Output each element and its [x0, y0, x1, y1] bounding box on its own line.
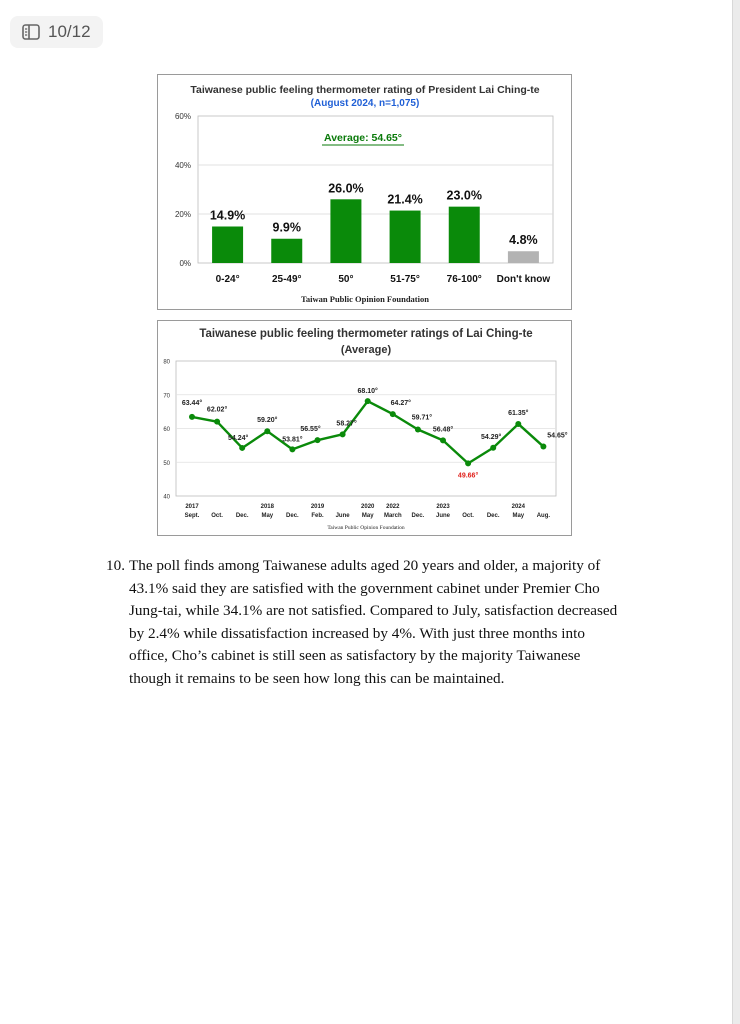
data-value-label: 68.10°: [357, 388, 378, 396]
data-value-label: 63.44°: [181, 399, 203, 407]
x-month-label: Dec.: [286, 513, 299, 519]
x-category-label: Don't know: [496, 274, 551, 285]
data-point: [465, 460, 471, 466]
bar: [508, 251, 539, 263]
x-category-label: 0-24°: [215, 274, 240, 285]
bar: [449, 207, 480, 263]
data-point: [440, 437, 446, 443]
data-point: [365, 398, 371, 404]
y-tick-label: 50: [163, 460, 170, 467]
bar-chart-frame: [157, 74, 572, 310]
data-value-label: 53.81°: [282, 436, 303, 444]
data-value-label: 54.29°: [481, 433, 502, 441]
data-point: [340, 431, 346, 437]
bar: [390, 211, 421, 263]
bar-value-label: 4.8%: [509, 233, 538, 248]
data-value-label: 49.66°: [457, 472, 479, 480]
line-chart-source: Taiwan Public Opinion Foundation: [327, 525, 405, 531]
page-indicator-text: 10/12: [48, 22, 91, 41]
sidebar-toggle-icon[interactable]: [22, 24, 40, 40]
x-month-label: June: [435, 513, 451, 519]
line-chart-frame: [157, 320, 572, 536]
line-chart: [158, 321, 573, 537]
y-tick-label: 60: [163, 427, 170, 433]
data-point: [515, 421, 521, 427]
line-chart-title: Taiwanese public feeling thermometer ratings of Lai Ching-te: [199, 328, 533, 340]
x-month-label: Aug.: [536, 513, 551, 519]
data-point: [415, 426, 421, 432]
y-tick-label: 40: [163, 494, 170, 501]
x-month-label: Dec.: [411, 513, 425, 519]
x-year-label: 2023: [436, 504, 450, 510]
x-year-label: 2020: [361, 504, 375, 510]
data-point: [189, 414, 195, 420]
paragraph-10: [106, 555, 626, 691]
viewer-scrollbar-edge[interactable]: [732, 0, 740, 1024]
x-month-label: Oct.: [462, 513, 474, 519]
x-month-label: Sept.: [184, 513, 200, 519]
data-point: [264, 428, 270, 434]
x-month-label: May: [361, 513, 374, 519]
data-point: [540, 444, 546, 450]
x-month-label: Feb.: [311, 513, 324, 519]
x-month-label: May: [512, 513, 525, 519]
data-value-label: 56.55°: [300, 426, 321, 434]
x-year-label: 2017: [185, 504, 199, 510]
data-value-label: 58.27°: [336, 420, 357, 428]
data-value-label: 59.71°: [411, 414, 433, 422]
bar-value-label: 23.0%: [446, 188, 482, 203]
data-point: [289, 446, 295, 452]
data-value-label: 62.02°: [206, 406, 228, 414]
y-tick-label: 40%: [174, 161, 191, 170]
bar-chart-source: Taiwan Public Opinion Foundation: [301, 294, 429, 304]
x-category-label: 50°: [338, 274, 354, 285]
x-year-label: 2024: [511, 504, 525, 510]
y-tick-label: 0%: [179, 259, 191, 268]
bar: [212, 226, 243, 263]
y-tick-label: 60%: [174, 112, 191, 121]
average-annotation: Average: 54.65°: [324, 132, 402, 144]
y-tick-label: 70: [163, 393, 170, 400]
x-month-label: Oct.: [211, 513, 223, 519]
data-point: [239, 445, 245, 451]
bar-value-label: 9.9%: [272, 220, 301, 235]
data-point: [214, 419, 220, 425]
data-point: [490, 445, 496, 451]
bar: [330, 199, 361, 263]
data-value-label: 54.65°: [547, 432, 568, 440]
x-month-label: Dec.: [486, 513, 500, 519]
bar-value-label: 21.4%: [387, 192, 423, 207]
bar-chart-title: Taiwanese public feeling thermometer rating of President Lai Ching-te: [190, 84, 540, 96]
x-month-label: May: [261, 513, 274, 519]
x-year-label: 2018: [260, 504, 274, 510]
x-category-label: 51-75°: [390, 274, 420, 285]
data-value-label: 61.35°: [508, 409, 529, 417]
y-tick-label: 20%: [174, 210, 191, 219]
line-chart-subtitle: (Average): [340, 344, 392, 356]
series-line: [192, 401, 543, 463]
data-point: [315, 437, 321, 443]
bar-value-label: 26.0%: [328, 181, 364, 196]
paragraph-text: The poll finds among Taiwanese adults aged 20 years and older, a majority of 43.1% said they are satisfied with the government cabinet under Premier Cho Jung-tai, while 34.1% are not satisfied. Compared to July, satisfaction decreased by 2.4% while dissatisfaction increased by 4%. With just three months into office, Cho’s cabinet is still seen as satisfactory by the majority Taiwanese though it remains to be seen how long this can be maintained.: [129, 557, 618, 687]
data-point: [390, 411, 396, 417]
x-year-label: 2019: [310, 504, 325, 510]
x-year-label: 2022: [386, 504, 400, 510]
bar: [271, 239, 302, 263]
data-value-label: 54.24°: [228, 434, 249, 442]
x-month-label: June: [335, 513, 350, 519]
data-value-label: 56.48°: [432, 426, 454, 434]
x-category-label: 25-49°: [271, 274, 302, 285]
x-month-label: March: [383, 513, 402, 519]
data-value-label: 64.27°: [390, 400, 411, 408]
bar-chart: [158, 75, 573, 311]
bar-value-label: 14.9%: [209, 208, 246, 223]
paragraph-number: 10.: [106, 557, 125, 574]
y-tick-label: 80: [163, 359, 170, 366]
x-month-label: Dec.: [235, 513, 249, 519]
x-category-label: 76-100°: [446, 274, 482, 285]
bar-chart-subtitle: (August 2024, n=1,075): [310, 98, 420, 109]
page-indicator-badge[interactable]: [10, 16, 103, 48]
data-value-label: 59.20°: [257, 417, 278, 425]
